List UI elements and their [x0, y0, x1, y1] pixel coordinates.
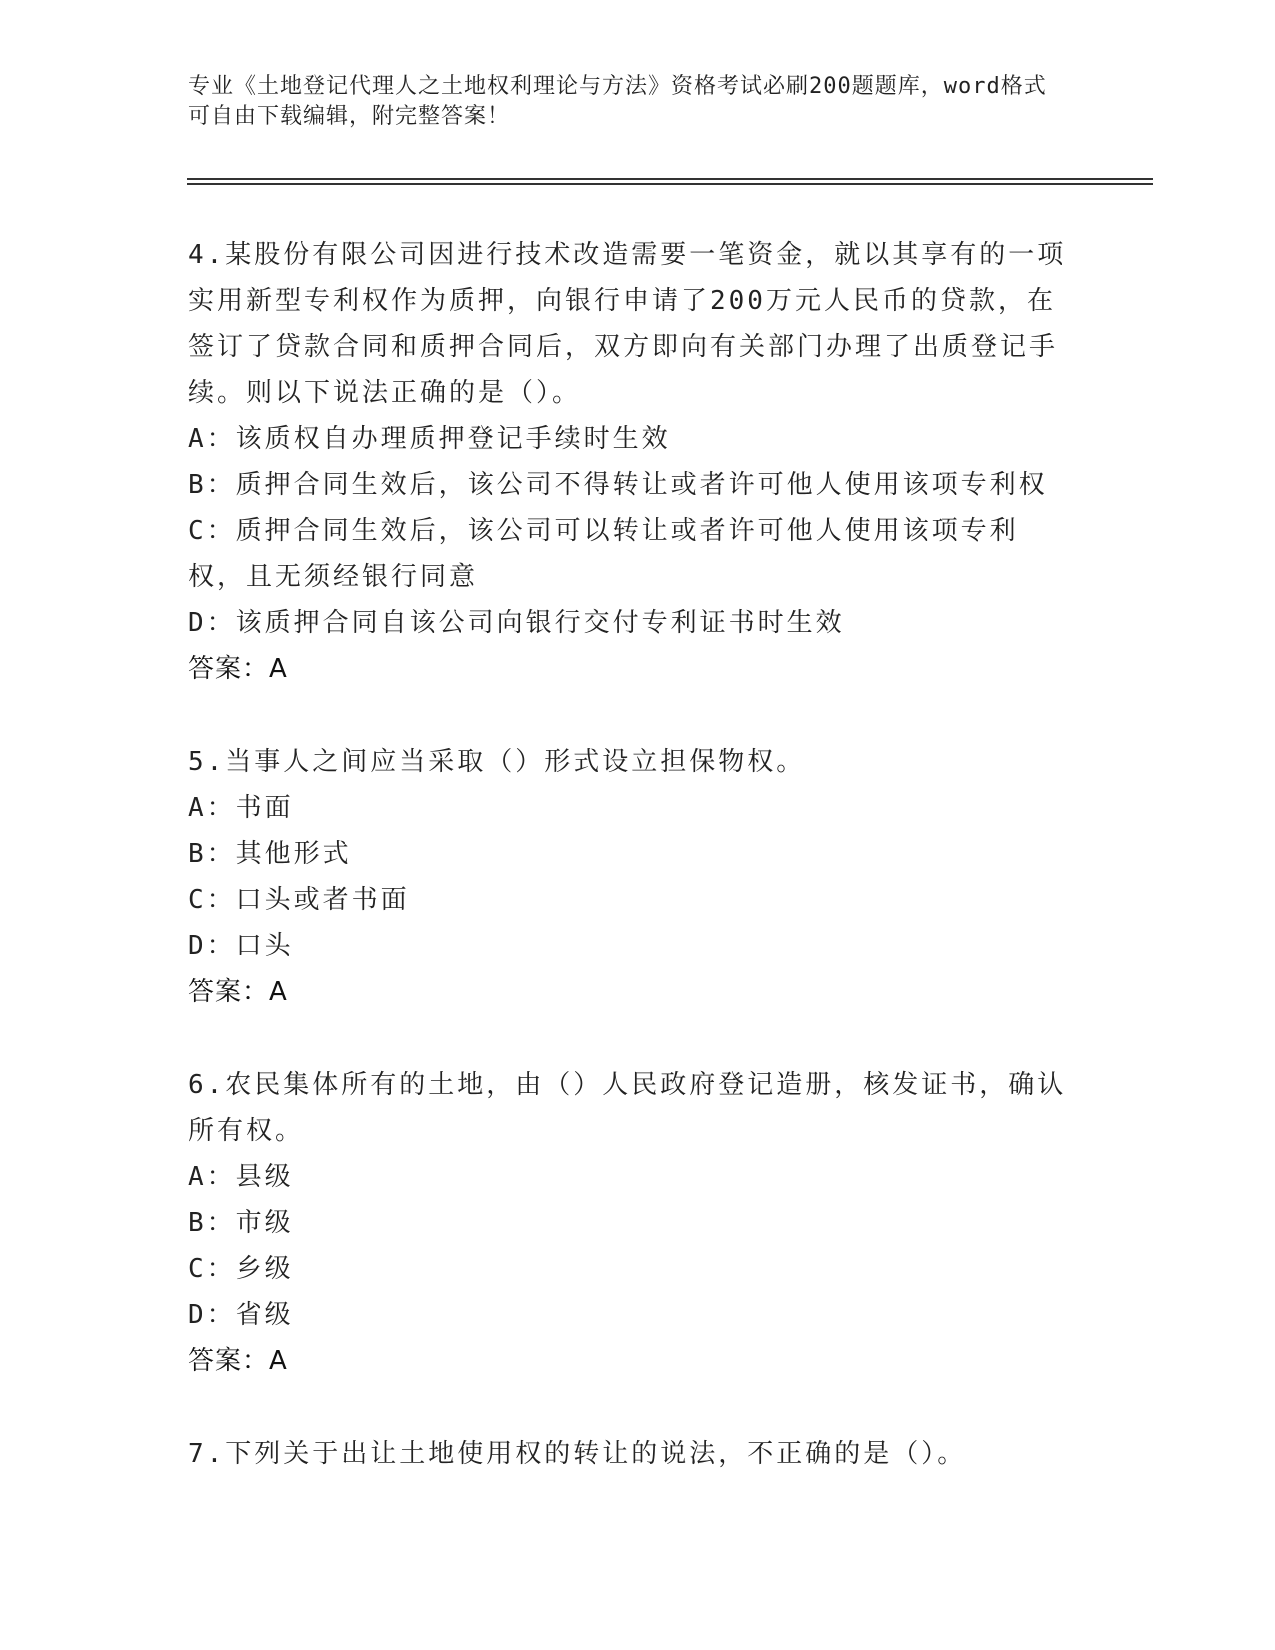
option-b: B：市级	[188, 1208, 294, 1238]
question-stem: 4.某股份有限公司因进行技术改造需要一笔资金，就以其享有的一项实用新型专利权作为质押，向银行申请了200万元人民币的贷款，在签订了贷款合同和质押合同后，双方即向有关部门办理了出质登记手续。则以下说法正确的是（）。	[188, 240, 1067, 408]
question-5	[188, 739, 1068, 1015]
question-stem: 7.下列关于出让土地使用权的转让的说法，不正确的是（）。	[188, 1439, 967, 1469]
question-4	[188, 232, 1068, 692]
answer: 答案：A	[188, 654, 288, 684]
option-b: B：其他形式	[188, 839, 352, 869]
option-c: C：质押合同生效后，该公司可以转让或者许可他人使用该项专利权，且无须经银行同意	[188, 516, 1019, 592]
option-a: A：县级	[188, 1162, 294, 1192]
question-stem: 6.农民集体所有的土地，由（）人民政府登记造册，核发证书，确认所有权。	[188, 1070, 1067, 1146]
header-rule-top	[187, 178, 1153, 180]
option-c: C：口头或者书面	[188, 885, 410, 915]
option-d: D：该质押合同自该公司向银行交付专利证书时生效	[188, 608, 845, 638]
option-c: C：乡级	[188, 1254, 294, 1284]
header-rule-bottom	[187, 183, 1153, 185]
question-7	[188, 1431, 1068, 1477]
option-a: A：书面	[188, 793, 294, 823]
document-header: 专业《土地登记代理人之土地权利理论与方法》资格考试必刷200题题库，word格式可自由下载编辑，附完整答案！	[188, 74, 1047, 129]
option-b: B：质押合同生效后，该公司不得转让或者许可他人使用该项专利权	[188, 470, 1048, 500]
question-6	[188, 1062, 1068, 1384]
question-stem: 5.当事人之间应当采取（）形式设立担保物权。	[188, 747, 806, 777]
option-d: D：省级	[188, 1300, 294, 1330]
option-d: D：口头	[188, 931, 294, 961]
answer: 答案：A	[188, 977, 288, 1007]
option-a: A：该质权自办理质押登记手续时生效	[188, 424, 671, 454]
question-list	[188, 232, 1068, 1524]
answer: 答案：A	[188, 1346, 288, 1376]
